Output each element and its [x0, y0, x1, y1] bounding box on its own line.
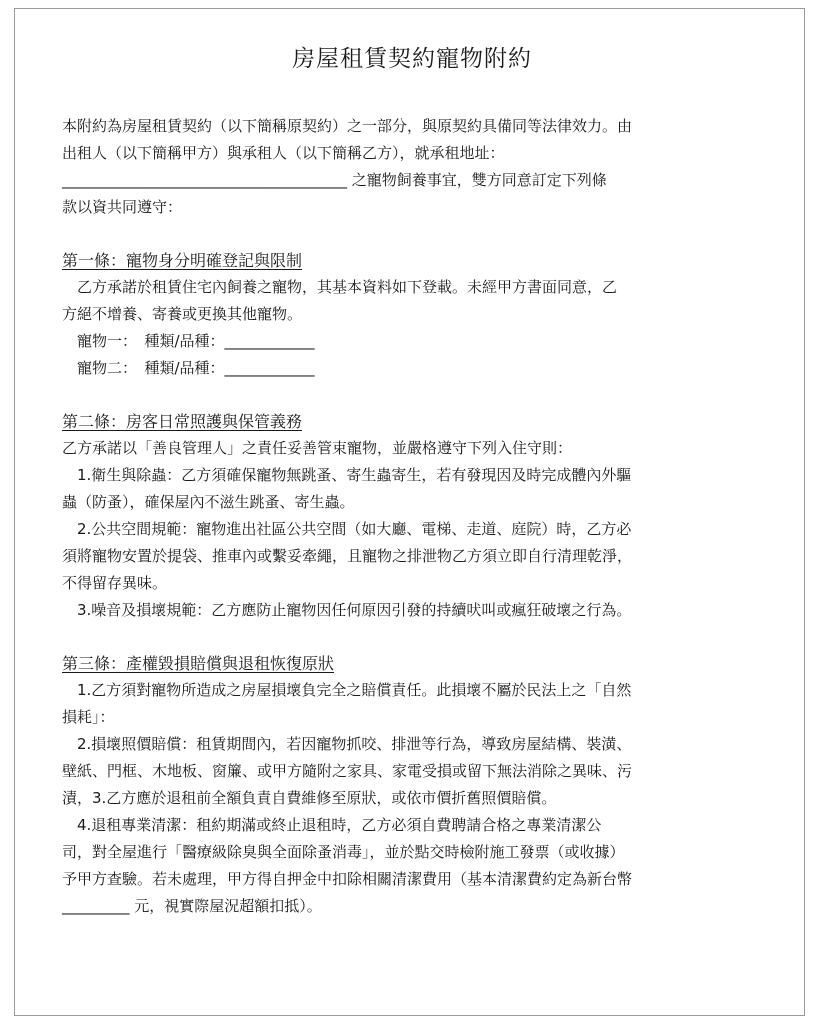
- section-line: 損耗」：: [62, 708, 115, 726]
- section-line: 乙方承諾於租賃住宅內飼養之寵物，其基本資料如下登載。未經甲方書面同意，乙: [62, 278, 618, 296]
- section-heading: 第一條：寵物身分明確登記與限制: [62, 251, 303, 270]
- section-line: 3.噪音及損壞規範：乙方應防止寵物因任何原因引發的持續吠叫或瘋狂破壞之行為。: [62, 601, 632, 619]
- intro-line: 款以資共同遵守：: [62, 198, 183, 216]
- section-heading: 第二條：房客日常照護與保管義務: [62, 412, 303, 431]
- section-line: _________ 元，視實際屋況超額扣抵）。: [62, 897, 322, 915]
- section-line: 寵物一： 種類/品種：____________: [62, 332, 315, 350]
- document-title: 房屋租賃契約寵物附約: [292, 46, 532, 72]
- section-article-1: [62, 247, 762, 382]
- intro-paragraph: [62, 113, 762, 221]
- section-line: 漬，3.乙方應於退租前全額負責自費維修至原狀，或依市價折舊照價賠償。: [62, 789, 557, 807]
- section-line: 蟲（防蚤），確保屋內不滋生跳蚤、寄生蟲。: [62, 493, 355, 511]
- section-line: 1.乙方須對寵物所造成之房屋損壞負完全之賠償責任。此損壞不屬於民法上之「自然: [62, 681, 632, 699]
- intro-line: 出租人（以下簡稱甲方）與承租人（以下簡稱乙方），就承租地址：: [62, 144, 505, 162]
- section-line: 寵物二： 種類/品種：____________: [62, 359, 315, 377]
- section-line: 1.衛生與除蟲：乙方須確保寵物無跳蚤、寄生蟲寄生，若有發現因及時完成體內外驅: [62, 466, 632, 484]
- section-article-3: [62, 650, 762, 920]
- section-line: 壁紙、門框、木地板、窗簾、或甲方隨附之家具、家電受損或留下無法消除之異味、污: [62, 762, 633, 780]
- section-line: 方絕不增養、寄養或更換其他寵物。: [62, 305, 303, 323]
- intro-line: ______________________________________ 之寵物飼養事宜，雙方同意訂定下列條: [62, 171, 607, 189]
- section-line: 須將寵物安置於提袋、推車內或繫妥牽繩，且寵物之排泄物乙方須立即自行清理乾淨，: [62, 547, 633, 565]
- section-line: 乙方承諾以「善良管理人」之責任妥善管束寵物，並嚴格遵守下列入住守則：: [62, 439, 573, 457]
- section-line: 2.損壞照價賠償：租賃期間內，若因寵物抓咬、排泄等行為，導致房屋結構、裝潢、: [62, 735, 632, 753]
- section-line: 4.退租專業清潔：租約期滿或終止退租時，乙方必須自費聘請合格之專業清潔公: [62, 816, 602, 834]
- section-line: 2.公共空間規範：寵物進出社區公共空間（如大廳、電梯、走道、庭院）時，乙方必: [62, 520, 632, 538]
- section-line: 不得留存異味。: [62, 574, 168, 592]
- intro-line: 本附約為房屋租賃契約（以下簡稱原契約）之一部分，與原契約具備同等法律效力。由: [62, 117, 633, 135]
- section-line: 司，對全屋進行「醫療級除臭與全面除蚤消毒」，並於點交時檢附施工發票（或收據）: [62, 843, 625, 861]
- section-line: 予甲方查驗。若未處理，甲方得自押金中扣除相關清潔費用（基本清潔費約定為新台幣: [62, 870, 633, 888]
- document-body: [62, 40, 762, 920]
- section-heading: 第三條：產權毀損賠償與退租恢復原狀: [62, 654, 335, 673]
- section-article-2: [62, 408, 762, 624]
